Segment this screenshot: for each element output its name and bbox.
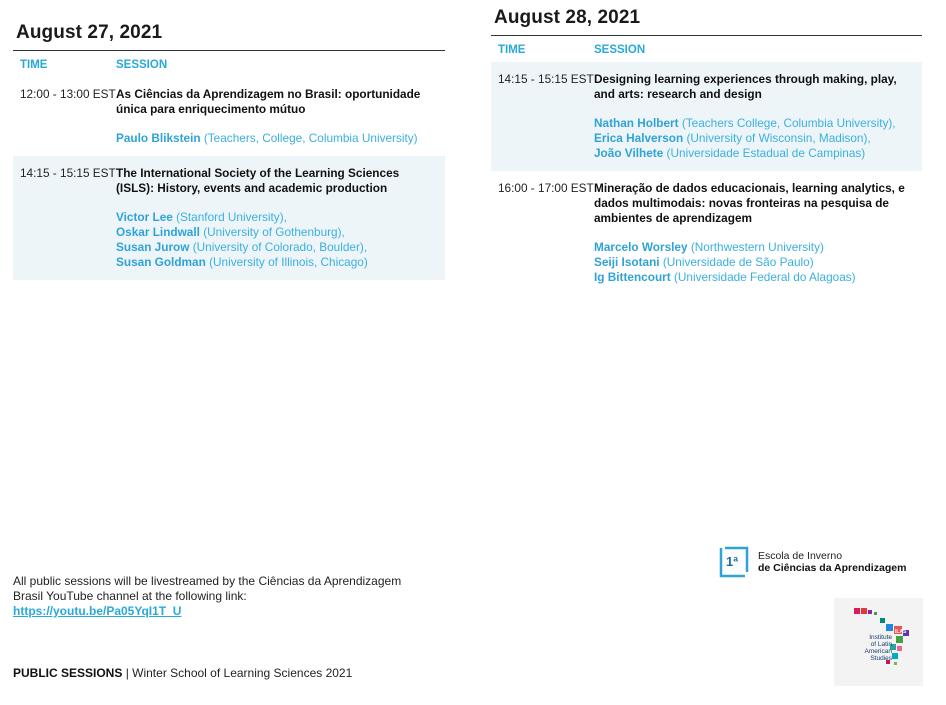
speaker-name: Susan Jurow (116, 240, 190, 254)
speaker-list (116, 131, 437, 146)
session-title: As Ciências da Aprendizagem no Brasil: oportunidade única para enriquecimento mútuo (116, 87, 421, 116)
speaker-name: Seiji Isotani (594, 255, 660, 269)
session-title: Mineração de dados educacionais, learning analytics, e dados multimodais: novas fronteiras na pesquisa de ambientes de aprendizagem (594, 181, 905, 225)
speaker-name: João Vilhete (594, 146, 664, 160)
speaker (116, 210, 437, 225)
session-header: SESSION (594, 44, 646, 56)
speaker-affiliation: (University of Wisconsin, Madison), (683, 131, 871, 145)
table-header (491, 36, 922, 62)
speaker-affiliation: (Teachers College, Columbia University), (678, 116, 896, 130)
session-time: 12:00 - 13:00 EST (20, 87, 116, 101)
day-schedule-aug28 (491, 7, 922, 295)
speaker-affiliation: (Universidade Estadual de Campinas) (663, 146, 866, 160)
ilas-line4: Studies (870, 655, 892, 662)
speaker-affiliation: (Universidade Federal do Alagoas) (670, 270, 856, 284)
speaker (116, 131, 437, 146)
speaker-affiliation: (University of Colorado, Boulder), (189, 240, 368, 254)
speaker-name: Paulo Blikstein (116, 131, 201, 145)
time-header: TIME (20, 59, 48, 71)
footer-brand (13, 666, 352, 680)
ilas-line3: American (864, 648, 892, 655)
speaker-name: Ig Bittencourt (594, 270, 671, 284)
speaker-name: Erica Halverson (594, 131, 684, 145)
session-row (491, 62, 922, 171)
session-time: 14:15 - 15:15 EST (20, 166, 116, 180)
ilas-logo (834, 598, 923, 686)
speaker-name: Victor Lee (116, 210, 173, 224)
session-title: The International Society of the Learning Sciences (ISLS): History, events and academic production (116, 166, 400, 195)
speaker-affiliation: (University of Illinois, Chicago) (205, 255, 368, 269)
speaker-affiliation: (Stanford University), (172, 210, 287, 224)
escola-line1: Escola de Inverno (758, 550, 843, 562)
speaker-affiliation: (Universidade de São Paulo) (659, 255, 814, 269)
speaker-list (594, 240, 914, 285)
day-title: August 27, 2021 (16, 22, 163, 43)
speaker-affiliation: (Teachers, College, Columbia University) (200, 131, 418, 145)
session-row (13, 77, 445, 156)
speaker-name: Susan Goldman (116, 255, 206, 269)
speaker-name: Marcelo Worsley (594, 240, 688, 254)
escola-logo (718, 545, 906, 579)
escola-line2: de Ciências da Aprendizagem (758, 562, 907, 574)
speaker-name: Oskar Lindwall (116, 225, 200, 239)
speaker (116, 255, 437, 270)
speaker (594, 116, 914, 131)
escola-badge-text: 1ª (726, 554, 739, 569)
speaker (116, 240, 437, 255)
session-time: 14:15 - 15:15 EST (498, 72, 594, 86)
livestream-note (13, 574, 401, 619)
table-header (13, 51, 445, 77)
ilas-line2: of Latin (870, 641, 892, 648)
speaker (594, 270, 914, 285)
note-line: Brasil YouTube channel at the following link: (13, 589, 247, 603)
day-schedule-aug27 (13, 22, 445, 280)
speaker-affiliation: (Northwestern University) (687, 240, 824, 254)
speaker (594, 255, 914, 270)
time-header: TIME (498, 44, 526, 56)
day-title: August 28, 2021 (494, 7, 641, 28)
speaker (594, 146, 914, 161)
speaker-name: Nathan Holbert (594, 116, 679, 130)
note-line: All public sessions will be livestreamed by the Ciências da Aprendizagem (13, 574, 402, 588)
speaker-list (594, 116, 914, 161)
speaker (594, 240, 914, 255)
speaker (594, 131, 914, 146)
session-title: Designing learning experiences through making, play, and arts: research and design (594, 72, 897, 101)
session-row (491, 171, 922, 295)
footer-brand-bold: PUBLIC SESSIONS (13, 666, 123, 680)
session-row (13, 156, 445, 280)
footer-brand-text: | Winter School of Learning Sciences 2021 (122, 666, 353, 680)
speaker (116, 225, 437, 240)
youtube-link[interactable]: https://youtu.be/Pa05YqI1T_U (13, 604, 182, 618)
speaker-list (116, 210, 437, 270)
ilas-line1: Institute (869, 634, 892, 641)
escola-badge-icon (718, 545, 750, 579)
ilas-tag: ILAS (895, 629, 907, 635)
session-header: SESSION (116, 59, 168, 71)
speaker-affiliation: (University of Gothenburg), (199, 225, 345, 239)
session-time: 16:00 - 17:00 EST (498, 181, 594, 195)
